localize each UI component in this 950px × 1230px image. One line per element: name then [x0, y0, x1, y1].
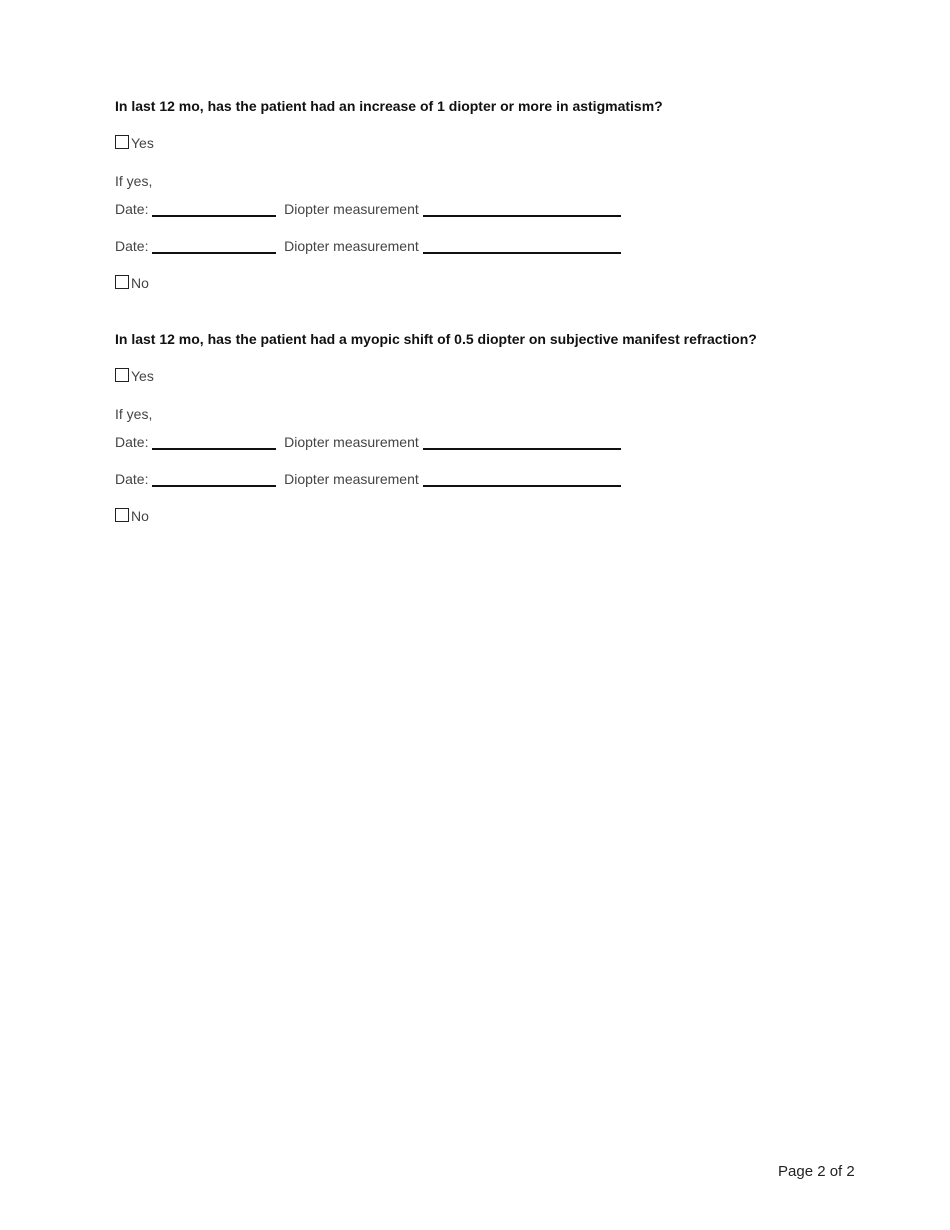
- checkbox[interactable]: [115, 275, 129, 289]
- date-field[interactable]: [152, 485, 276, 487]
- q2-row-1: [115, 434, 621, 450]
- q1-yes-option[interactable]: [115, 135, 154, 151]
- no-label: No: [131, 275, 149, 291]
- question-2-text: In last 12 mo, has the patient had a myopic shift of 0.5 diopter on subjective manifest refraction?: [115, 331, 757, 347]
- diopter-label: Diopter measurement: [284, 201, 419, 217]
- diopter-field[interactable]: [423, 215, 621, 217]
- checkbox[interactable]: [115, 135, 129, 149]
- q1-no-option[interactable]: [115, 275, 149, 291]
- date-field[interactable]: [152, 252, 276, 254]
- date-field[interactable]: [152, 215, 276, 217]
- date-label: Date:: [115, 471, 149, 487]
- date-label: Date:: [115, 238, 149, 254]
- diopter-label: Diopter measurement: [284, 471, 419, 487]
- no-label: No: [131, 508, 149, 524]
- diopter-field[interactable]: [423, 252, 621, 254]
- date-label: Date:: [115, 434, 149, 450]
- q2-yes-option[interactable]: [115, 368, 154, 384]
- q2-no-option[interactable]: [115, 508, 149, 524]
- date-label: Date:: [115, 201, 149, 217]
- if-yes-label: If yes,: [115, 173, 153, 189]
- q1-row-2: [115, 238, 621, 254]
- q2-row-2: [115, 471, 621, 487]
- q1-row-1: [115, 201, 621, 217]
- question-1-text: In last 12 mo, has the patient had an increase of 1 diopter or more in astigmatism?: [115, 98, 663, 114]
- diopter-label: Diopter measurement: [284, 238, 419, 254]
- checkbox[interactable]: [115, 508, 129, 522]
- checkbox[interactable]: [115, 368, 129, 382]
- yes-label: Yes: [131, 135, 154, 151]
- diopter-label: Diopter measurement: [284, 434, 419, 450]
- diopter-field[interactable]: [423, 448, 621, 450]
- yes-label: Yes: [131, 368, 154, 384]
- date-field[interactable]: [152, 448, 276, 450]
- page-number: Page 2 of 2: [778, 1163, 855, 1180]
- diopter-field[interactable]: [423, 485, 621, 487]
- if-yes-label: If yes,: [115, 406, 153, 422]
